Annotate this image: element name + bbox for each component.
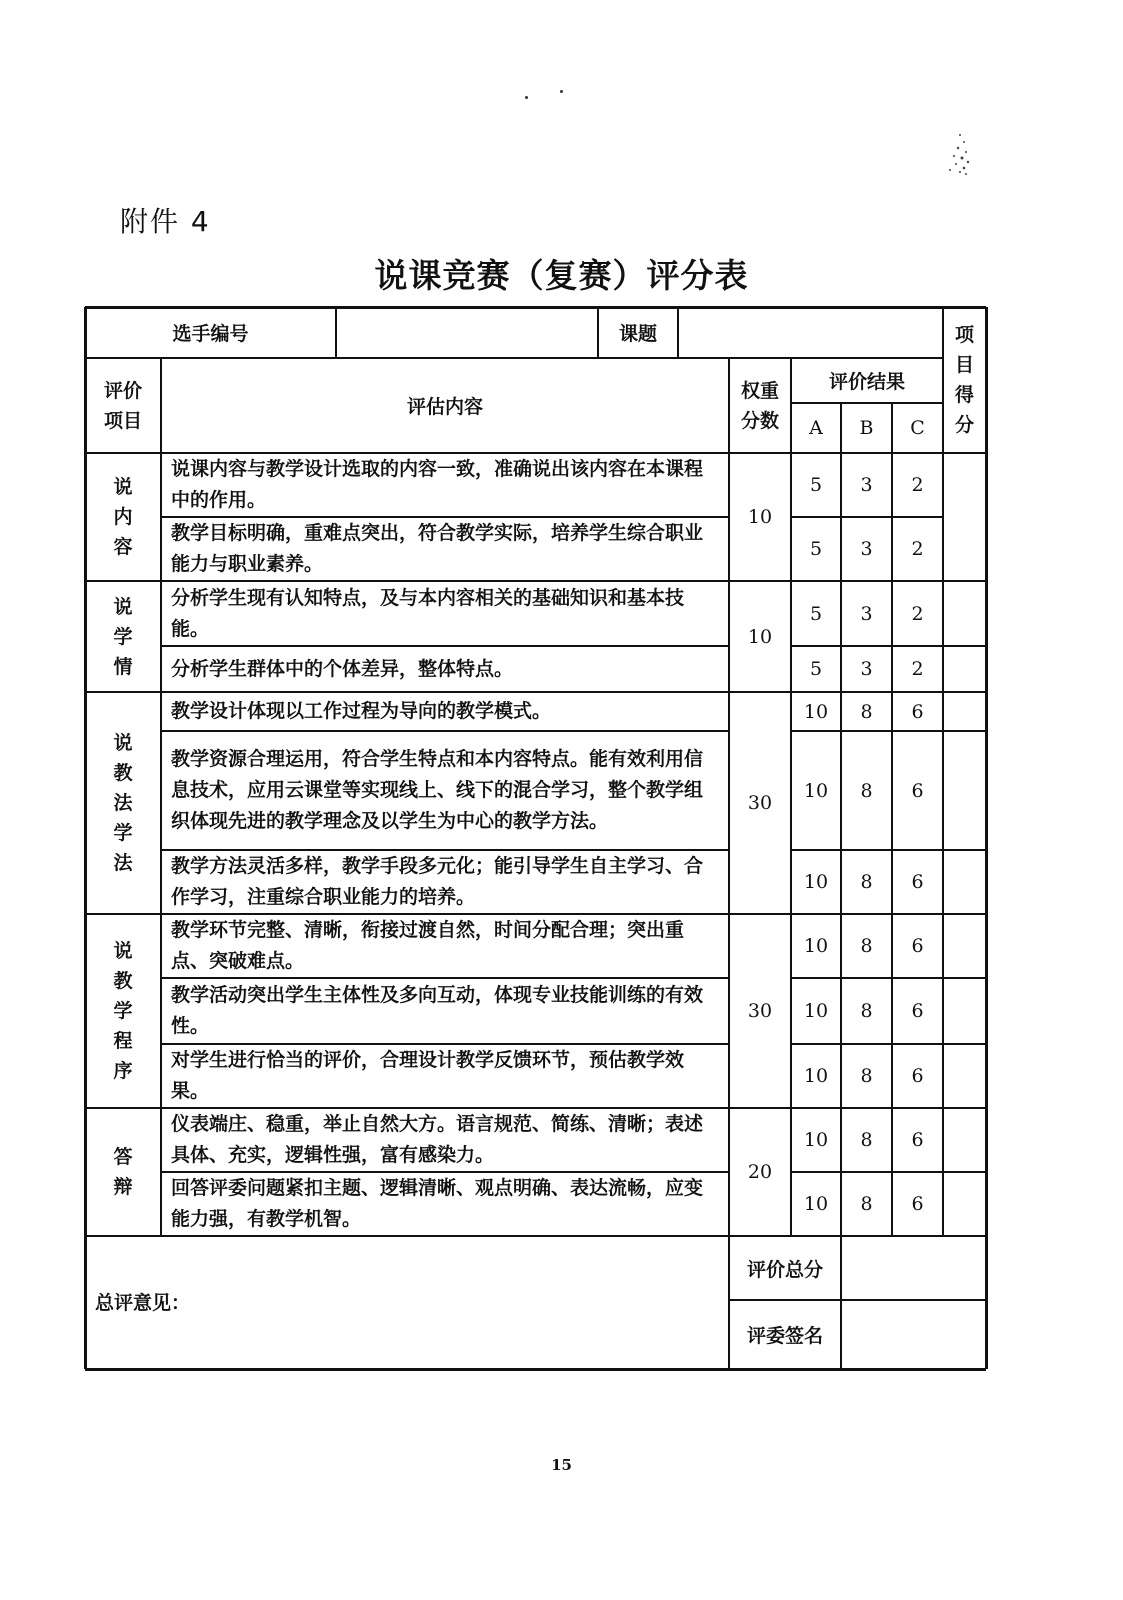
grade-c-header: C <box>910 417 925 439</box>
attachment-label: 附件 4 <box>120 205 211 238</box>
category-3: 说 教 法 学 法 <box>113 732 133 874</box>
score-b[interactable]: 8 <box>860 1065 873 1087</box>
score-c[interactable]: 6 <box>911 935 924 957</box>
score-c[interactable]: 6 <box>911 1193 924 1215</box>
score-form-table <box>85 307 986 1369</box>
item-score-header: 项 目 得 分 <box>954 324 974 436</box>
score-c[interactable]: 6 <box>911 1129 924 1151</box>
result-header: 评价结果 <box>828 371 905 393</box>
grid-line <box>85 452 986 454</box>
overall-comment-label: 总评意见： <box>95 1292 191 1314</box>
score-a[interactable]: 10 <box>803 935 829 957</box>
weight-2: 10 <box>747 625 773 648</box>
grid-line <box>840 403 842 453</box>
scan-speck <box>525 96 528 99</box>
score-a[interactable]: 10 <box>803 700 829 723</box>
grid-line <box>985 307 988 1369</box>
grid-line <box>790 358 792 1236</box>
score-b[interactable]: 8 <box>860 700 873 723</box>
page-title: 说课竞赛（复赛）评分表 <box>374 256 749 295</box>
criterion-text: 教学环节完整、清晰，衔接过渡自然，时间分配合理；突出重点、突破难点。 <box>171 919 685 972</box>
category-2: 说 学 情 <box>113 595 133 678</box>
total-score-field[interactable] <box>841 1236 986 1300</box>
criterion-text: 教学资源合理运用，符合学生特点和本内容特点。能有效利用信息技术，应用云课堂等实现线上、线下的混合学习，整个教学组织体现先进的教学理念及以学生为中心的教学方法。 <box>171 748 704 832</box>
item-score-field[interactable] <box>943 581 986 692</box>
score-b[interactable]: 8 <box>860 1193 873 1215</box>
score-a[interactable]: 10 <box>803 871 829 893</box>
grid-line <box>729 1299 986 1301</box>
criterion-text: 仪表端庄、稳重，举止自然大方。语言规范、简练、清晰；表述具体、充实，逻辑性强，富有感染力。 <box>171 1113 704 1166</box>
grid-line <box>943 849 986 851</box>
criterion-text: 教学目标明确，重难点突出，符合教学实际，培养学生综合职业能力与职业素养。 <box>171 522 704 575</box>
topic-label: 课题 <box>618 323 657 345</box>
score-c[interactable]: 6 <box>911 700 924 723</box>
weight-5: 20 <box>747 1161 773 1183</box>
score-a[interactable]: 5 <box>809 474 823 496</box>
grid-line <box>85 357 943 359</box>
score-b[interactable]: 8 <box>860 935 873 957</box>
grid-line <box>161 645 729 647</box>
grade-b-header: B <box>859 417 874 439</box>
grid-line <box>85 306 986 309</box>
criterion-text: 分析学生现有认知特点，及与本内容相关的基础知识和基本技能。 <box>171 586 685 640</box>
score-c[interactable]: 2 <box>911 474 924 496</box>
score-b[interactable]: 3 <box>860 538 873 560</box>
score-a[interactable]: 10 <box>803 1000 829 1022</box>
contestant-number-field[interactable] <box>336 307 598 358</box>
scan-speck <box>560 90 563 93</box>
score-c[interactable]: 6 <box>911 1065 924 1087</box>
grid-line <box>840 1236 842 1369</box>
grid-line <box>943 1043 986 1045</box>
score-c[interactable]: 6 <box>911 779 924 802</box>
item-score-field[interactable] <box>943 692 986 914</box>
signature-field[interactable] <box>841 1300 986 1369</box>
score-a[interactable]: 10 <box>803 1193 829 1215</box>
score-a[interactable]: 10 <box>803 1129 829 1151</box>
score-a[interactable]: 5 <box>809 658 823 680</box>
grid-line <box>85 691 986 693</box>
criterion-text: 教学方法灵活多样，教学手段多元化；能引导学生自主学习、合作学习，注重综合职业能力的培养。 <box>171 855 704 908</box>
criterion-text: 教学设计体现以工作过程为导向的教学模式。 <box>171 700 552 722</box>
category-4: 说 教 学 程 序 <box>113 940 133 1082</box>
category-1: 说 内 容 <box>113 476 133 558</box>
category-5: 答 辩 <box>113 1146 133 1198</box>
criterion-text: 回答评委问题紧扣主题、逻辑清晰、观点明确、表达流畅，应变能力强，有教学机智。 <box>171 1177 704 1230</box>
score-a[interactable]: 10 <box>803 1065 829 1087</box>
grid-line <box>161 1171 729 1173</box>
score-b[interactable]: 3 <box>860 602 873 625</box>
score-b[interactable]: 8 <box>860 871 873 893</box>
score-a[interactable]: 10 <box>803 779 829 802</box>
grid-line <box>891 453 893 1236</box>
grid-line <box>84 307 87 1369</box>
score-b[interactable]: 8 <box>860 1000 873 1022</box>
grid-line <box>335 307 337 358</box>
total-score-label: 评价总分 <box>746 1258 823 1281</box>
weight-header: 权重 分数 <box>740 379 779 432</box>
category-header: 评价 项目 <box>103 379 142 432</box>
grid-line <box>85 1368 986 1371</box>
grid-line <box>943 645 986 647</box>
weight-4: 30 <box>747 1000 773 1022</box>
grid-line <box>161 977 729 979</box>
grid-line <box>943 977 986 979</box>
grid-line <box>85 913 986 915</box>
grid-line <box>791 645 943 647</box>
grid-line <box>791 516 943 518</box>
grid-line <box>597 307 599 358</box>
grid-line <box>677 307 679 358</box>
grade-a-header: A <box>809 417 823 439</box>
grid-line <box>791 730 943 732</box>
score-c[interactable]: 2 <box>911 538 924 560</box>
grid-line <box>160 358 162 1236</box>
grid-line <box>161 849 729 851</box>
score-c[interactable]: 6 <box>911 871 924 893</box>
grid-line <box>791 977 943 979</box>
score-b[interactable]: 3 <box>860 474 873 496</box>
grid-line <box>942 307 944 1236</box>
grid-line <box>943 730 986 732</box>
grid-line <box>791 849 943 851</box>
grid-line <box>943 1171 986 1173</box>
score-a[interactable]: 5 <box>809 538 823 560</box>
contestant-number-label: 选手编号 <box>172 323 249 345</box>
grid-line <box>161 516 729 518</box>
item-score-field[interactable] <box>943 453 986 581</box>
grid-line <box>891 403 893 453</box>
scan-noise <box>940 130 980 190</box>
page-number: 15 <box>551 1456 572 1474</box>
score-c[interactable]: 2 <box>911 602 924 625</box>
overall-comment-area[interactable] <box>85 1236 729 1369</box>
criterion-text: 对学生进行恰当的评价，合理设计教学反馈环节，预估教学效果。 <box>171 1049 685 1102</box>
grid-line <box>791 1043 943 1045</box>
item-score-field[interactable] <box>943 914 986 1108</box>
grid-line <box>161 1043 729 1045</box>
score-c[interactable]: 2 <box>911 658 924 680</box>
score-c[interactable]: 6 <box>911 1000 924 1022</box>
grid-line <box>840 453 842 1236</box>
grid-line <box>728 358 730 1369</box>
grid-line <box>85 580 986 582</box>
grid-line <box>791 402 943 404</box>
score-b[interactable]: 8 <box>860 779 873 802</box>
score-b[interactable]: 3 <box>860 658 873 680</box>
criterion-text: 教学活动突出学生主体性及多向互动，体现专业技能训练的有效性。 <box>171 984 704 1037</box>
score-a[interactable]: 5 <box>809 602 823 625</box>
criterion-text: 分析学生群体中的个体差异，整体特点。 <box>171 657 514 680</box>
grid-line <box>85 1107 986 1109</box>
criterion-text: 说课内容与教学设计选取的内容一致，准确说出该内容在本课程中的作用。 <box>171 458 704 511</box>
grid-line <box>791 1171 943 1173</box>
weight-1: 10 <box>747 506 773 528</box>
content-header: 评估内容 <box>406 396 483 418</box>
weight-3: 30 <box>747 792 773 814</box>
topic-field[interactable] <box>678 307 943 358</box>
grid-line <box>161 730 729 732</box>
signature-label: 评委签名 <box>746 1325 823 1347</box>
score-b[interactable]: 8 <box>860 1129 873 1151</box>
